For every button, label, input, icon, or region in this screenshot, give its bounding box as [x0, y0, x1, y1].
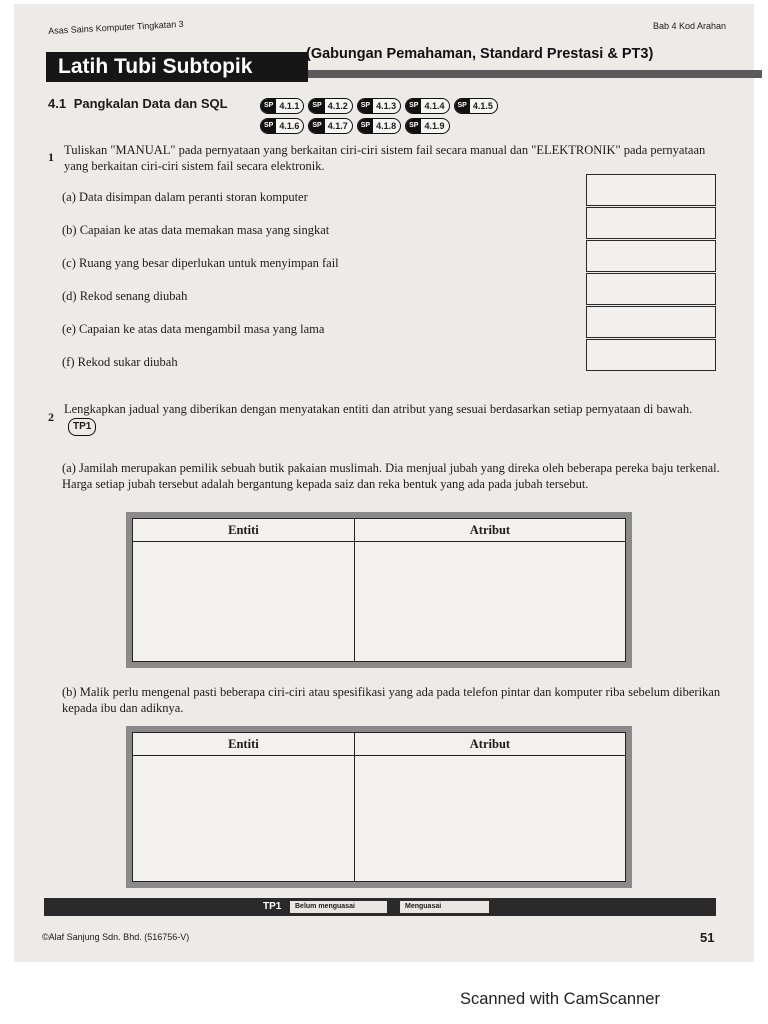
option-f: (f) Rekod sukar diubah — [62, 355, 178, 369]
sp-badge: SP 4.1.2 — [308, 98, 352, 114]
mastery-bar — [44, 898, 716, 916]
question-2a: (a) Jamilah merupakan pemilik sebuah butik pakaian muslimah. Dia menjual jubah yang direka oleh beberapa pereka baju terkenal. Harga setiap jubah tersebut adalah bergantung kepada saiz dan reka bentuk yang ada pada jubah tersebut. — [62, 461, 720, 491]
camscanner-watermark: Scanned with CamScanner — [460, 990, 660, 1008]
sp-badges-row-1 — [260, 98, 498, 114]
book-title: Asas Sains Komputer Tingkatan 3 — [48, 18, 184, 36]
sp-badge: SP 4.1.6 — [260, 118, 304, 134]
answer-box-d[interactable] — [586, 273, 716, 305]
copyright: ©Alaf Sanjung Sdn. Bhd. (516756-V) — [42, 932, 190, 942]
subtopic-banner — [24, 46, 748, 78]
table-2a — [126, 512, 632, 668]
sp-badge: SP 4.1.5 — [454, 98, 498, 114]
option-e: (e) Capaian ke atas data mengambil masa yang lama — [62, 322, 325, 336]
option-c: (c) Ruang yang besar diperlukan untuk menyimpan fail — [62, 256, 339, 270]
col-header-entiti: Entiti — [133, 733, 355, 756]
answer-cell-entiti[interactable] — [133, 542, 355, 662]
answer-box-b[interactable] — [586, 207, 716, 239]
answer-box-f[interactable] — [586, 339, 716, 371]
worksheet-page — [14, 4, 754, 962]
sp-badge: SP 4.1.9 — [405, 118, 449, 134]
sp-badge: SP 4.1.1 — [260, 98, 304, 114]
question-2-number: 2 — [48, 410, 54, 424]
sp-badges-row-2 — [260, 118, 450, 134]
answer-box-a[interactable] — [586, 174, 716, 206]
page-number: 51 — [700, 930, 715, 945]
sp-badge: SP 4.1.3 — [357, 98, 401, 114]
banner-rule — [284, 70, 762, 78]
col-header-atribut: Atribut — [354, 733, 625, 756]
status-belum-menguasai[interactable]: Belum menguasai — [290, 901, 387, 913]
section-name: Pangkalan Data dan SQL — [73, 96, 228, 111]
question-1-number: 1 — [48, 150, 54, 164]
sp-badge: SP 4.1.8 — [357, 118, 401, 134]
sp-badge: SP 4.1.7 — [308, 118, 352, 134]
section-number: 4.1 — [48, 96, 67, 111]
chapter-label: Bab 4 Kod Arahan — [652, 21, 726, 31]
option-b: (b) Capaian ke atas data memakan masa yang singkat — [62, 223, 330, 237]
question-1-text: Tuliskan "MANUAL" pada pernyataan yang berkaitan ciri-ciri sistem fail secara manual dan "ELEKTRONIK" pada pernyataan yang berkaitan ciri-ciri sistem fail secara elektronik. — [64, 143, 706, 173]
sp-badge: SP 4.1.4 — [405, 98, 449, 114]
col-header-entiti: Entiti — [133, 519, 355, 542]
answer-box-e[interactable] — [586, 306, 716, 338]
answer-cell-atribut[interactable] — [354, 542, 625, 662]
question-2b: (b) Malik perlu mengenal pasti beberapa ciri-ciri atau spesifikasi yang ada pada telefon pintar dan komputer riba sebelum diberikan kepada ibu dan adiknya. — [62, 685, 721, 715]
question-2-text: Lengkapkan jadual yang diberikan dengan menyatakan entiti dan atribut yang sesuai berdasarkan setiap pernyataan di bawah. TP1 — [64, 401, 724, 436]
answer-box-c[interactable] — [586, 240, 716, 272]
section-title — [48, 96, 228, 111]
option-a: (a) Data disimpan dalam peranti storan komputer — [62, 190, 308, 204]
banner-title: Latih Tubi Subtopik — [46, 52, 308, 82]
banner-subtitle: (Gabungan Pemahaman, Standard Prestasi & PT3) — [306, 46, 654, 62]
table-2b — [126, 726, 632, 888]
tp-label: TP1 — [263, 901, 282, 912]
tp1-badge: TP1 — [68, 418, 96, 436]
answer-cell-atribut[interactable] — [354, 756, 625, 882]
option-d: (d) Rekod senang diubah — [62, 289, 188, 303]
answer-cell-entiti[interactable] — [133, 756, 355, 882]
col-header-atribut: Atribut — [354, 519, 625, 542]
status-menguasai[interactable]: Menguasai — [400, 901, 489, 913]
